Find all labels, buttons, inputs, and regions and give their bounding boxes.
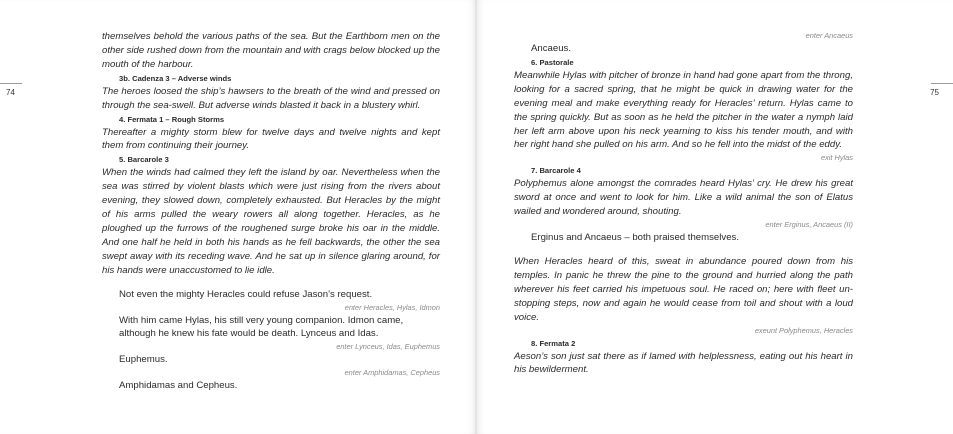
stage-direction-3: enter Amphidamas, Cepheus [344,368,440,378]
right-page-number: 75 [930,88,939,97]
section-7-paragraph: Polyphemus alone amongst the comrades heard Hylas’ cry. He drew his great sword at once and went to look for him. Like a wild animal the son of Elatus wailed and wondered around, shouting. [514,178,853,218]
right-page-rule [931,83,953,84]
section-5-paragraph: When the winds had calmed they left the island by oar. Nevertheless when the sea was stirred by violent blasts which were just rising from the rivers about evening, they slowed down, completely exhausted. But Heracles by the might of his arms pulled the weary rowers all along together. Heracles, as he ploughed up the furrows of the roughened surge broke his oar in the middle. And one half he held in both his hands as he fell backwards, the other the sea swept away with its receding wave. And he sat up in silence glaring around, for his hands were unaccustomed to lie idle. [102,167,440,276]
right-text-column [514,30,853,377]
spoken-line-3: Euphemus. [119,354,168,366]
stage-direction-erginus: enter Erginus, Ancaeus (II) [765,220,853,230]
spoken-line-1: Not even the mighty Heracles could refuse Jason’s request. [119,288,373,300]
left-page-rule [0,83,22,84]
spacer [514,245,853,255]
left-page-number: 74 [6,88,15,97]
section-heading-7: 7. Barcarole 4 [531,166,581,176]
section-8-paragraph: Aeson’s son just sat there as if lamed with helplessness, eating out his heart in his bewilderment. [514,350,853,376]
stage-direction-2: enter Lynceus, Idas, Euphemus [336,342,440,352]
section-heading-6: 6. Pastorale [531,57,574,67]
left-page [0,0,476,434]
stage-direction-exeunt: exeunt Polyphemus, Heracles [754,325,853,335]
stage-direction-1: enter Heracles, Hylas, Idmon [344,302,440,312]
heracles-paragraph: When Heracles heard of this, sweat in abundance poured down from his temples. In panic he threw the pine to the ground and hurried along the path wherever his feet carried his impetuous soul. He raced on; here with fleet un-stopping steps, now and again he would cease from toil and shout with a loud voice. [514,255,853,323]
left-text-column [102,30,440,393]
section-heading-5: 5. Barcarole 3 [119,155,169,165]
spoken-line-4: Amphidamas and Cepheus. [119,380,238,392]
left-intro-paragraph: themselves behold the various paths of the sea. But the Earthborn men on the other side rushed down from the mountain and with crags below blocked up the mouth of the harbour. [102,31,440,70]
section-heading-4: 4. Fermata 1 – Rough Storms [119,114,225,124]
spoken-line-ancaeus: Ancaeus. [531,43,572,54]
spoken-line-erginus: Erginus and Ancaeus – both praised themselves. [531,232,739,244]
section-3b-paragraph: The heroes loosed the ship’s hawsers to the breath of the wind and pressed on through the sea-swell. But adverse winds blasted it back in a blustery whirl. [102,85,440,111]
section-heading-3b: 3b. Cadenza 3 – Adverse winds [119,73,232,83]
section-6-paragraph: Meanwhile Hylas with pitcher of bronze in hand had gone apart from the throng, looking for a sacred spring, that he might be quick in drawing water for the evening meal and make everything ready for Heracles’ return. Hylas came to the spring quickly. But as soon as he held the pitcher in the water a nymph laid her left arm above upon his neck yearning to kiss his tender mouth, and with her right hand she pulled on his arm. And so he fell into the midst of the eddy. [514,69,853,151]
spacer [102,278,440,288]
section-4-paragraph: Thereafter a mighty storm blew for twelve days and twelve nights and kept them from continuing their journey. [102,126,440,152]
stage-direction-exit-hylas: exit Hylas [820,153,853,163]
spoken-line-2: With him came Hylas, his still very young companion. Idmon came, although he knew his fate would be death. Lynceus and Idas. [119,314,404,340]
stage-direction-0: enter Ancaeus [805,31,853,40]
section-heading-8: 8. Fermata 2 [531,338,576,348]
